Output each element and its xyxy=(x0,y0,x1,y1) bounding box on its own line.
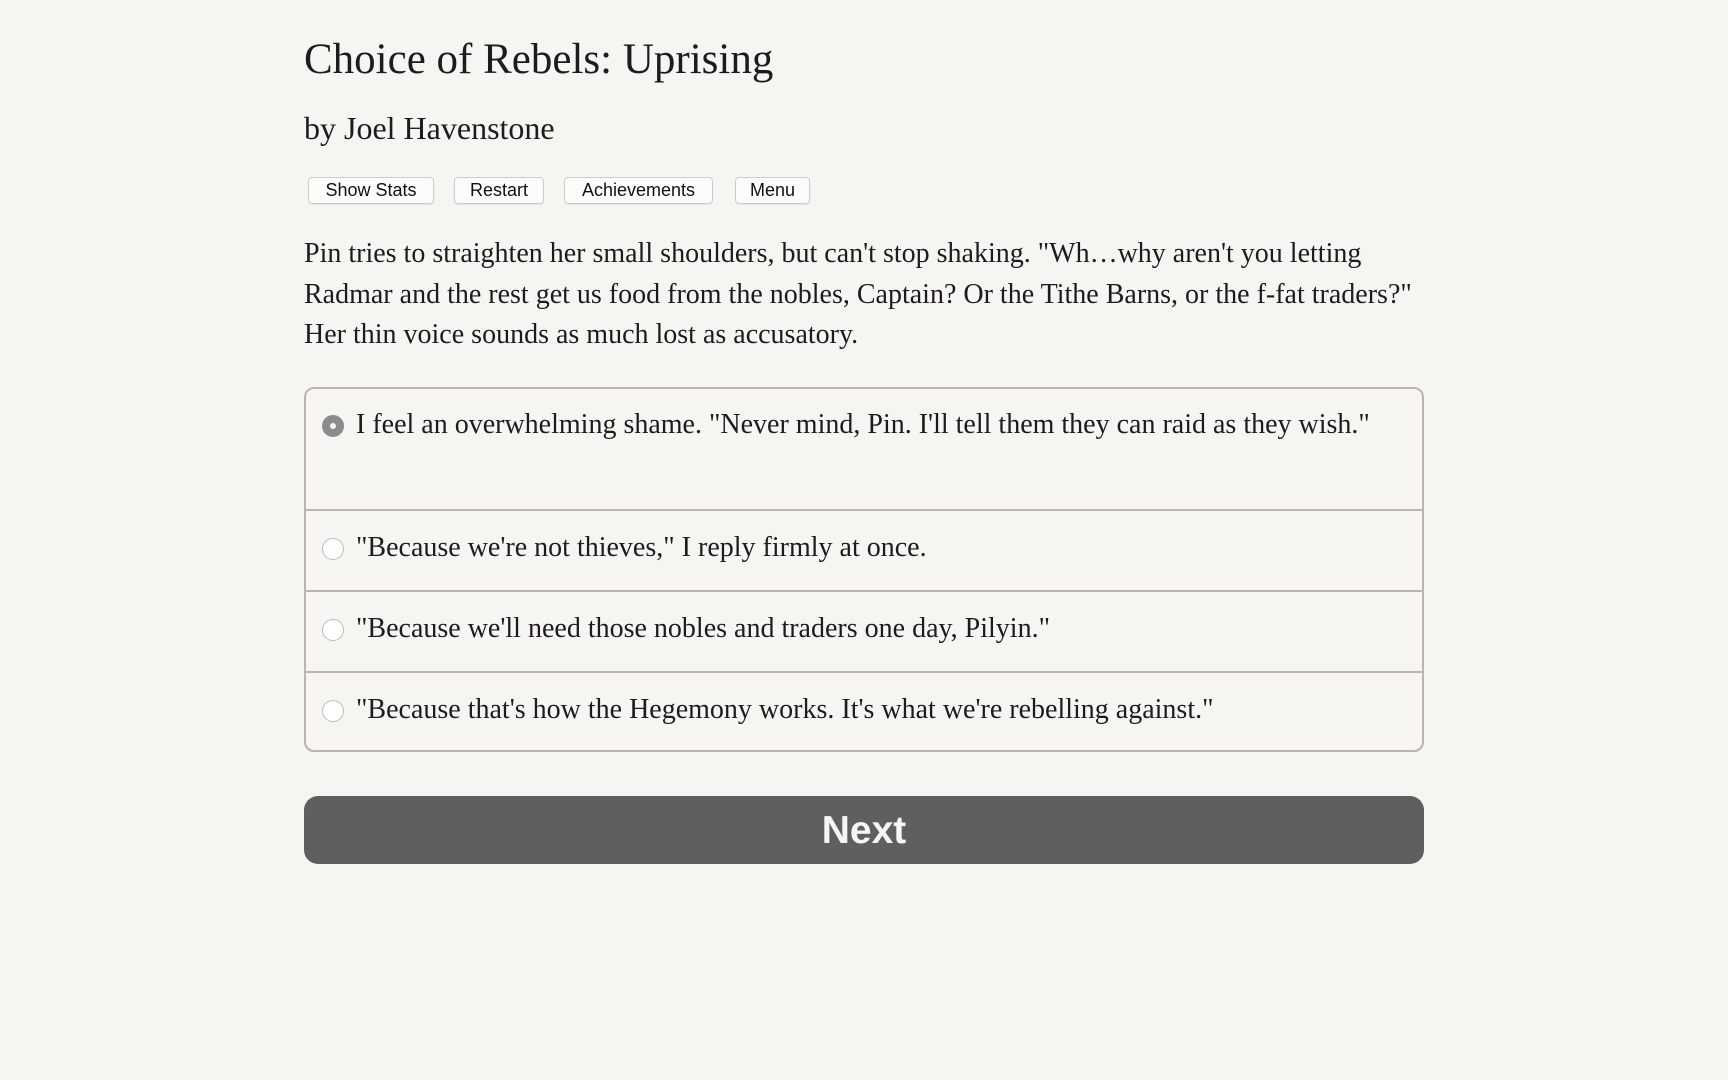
choice-label: I feel an overwhelming shame. "Never mind, Pin. I'll tell them they can raid as they wish." xyxy=(356,409,1370,440)
choice-label: "Because that's how the Hegemony works. It's what we're rebelling against." xyxy=(356,694,1214,725)
game-title: Choice of Rebels: Uprising xyxy=(304,36,774,83)
choice-list xyxy=(304,387,1424,752)
restart-button[interactable]: Restart xyxy=(454,177,544,204)
choice-option-3[interactable] xyxy=(306,590,1422,671)
choice-label: "Because we'll need those nobles and traders one day, Pilyin." xyxy=(356,613,1051,644)
achievements-button[interactable]: Achievements xyxy=(564,177,713,204)
game-author: by Joel Havenstone xyxy=(304,110,555,146)
choice-option-1[interactable] xyxy=(306,389,1422,509)
menu-button[interactable]: Menu xyxy=(735,177,810,204)
show-stats-button[interactable]: Show Stats xyxy=(308,177,434,204)
next-button[interactable]: Next xyxy=(304,796,1424,864)
choice-label: "Because we're not thieves," I reply firmly at once. xyxy=(356,532,927,563)
choice-option-4[interactable] xyxy=(306,671,1422,752)
choice-option-2[interactable] xyxy=(306,509,1422,590)
story-paragraph: Pin tries to straighten her small shoulders, but can't stop shaking. "Wh…why aren't you letting Radmar and the rest get us food from the nobles, Captain? Or the Tithe Barns, or the f-fat traders?" Her thin voice sounds as much lost as accusatory. xyxy=(304,238,1412,350)
